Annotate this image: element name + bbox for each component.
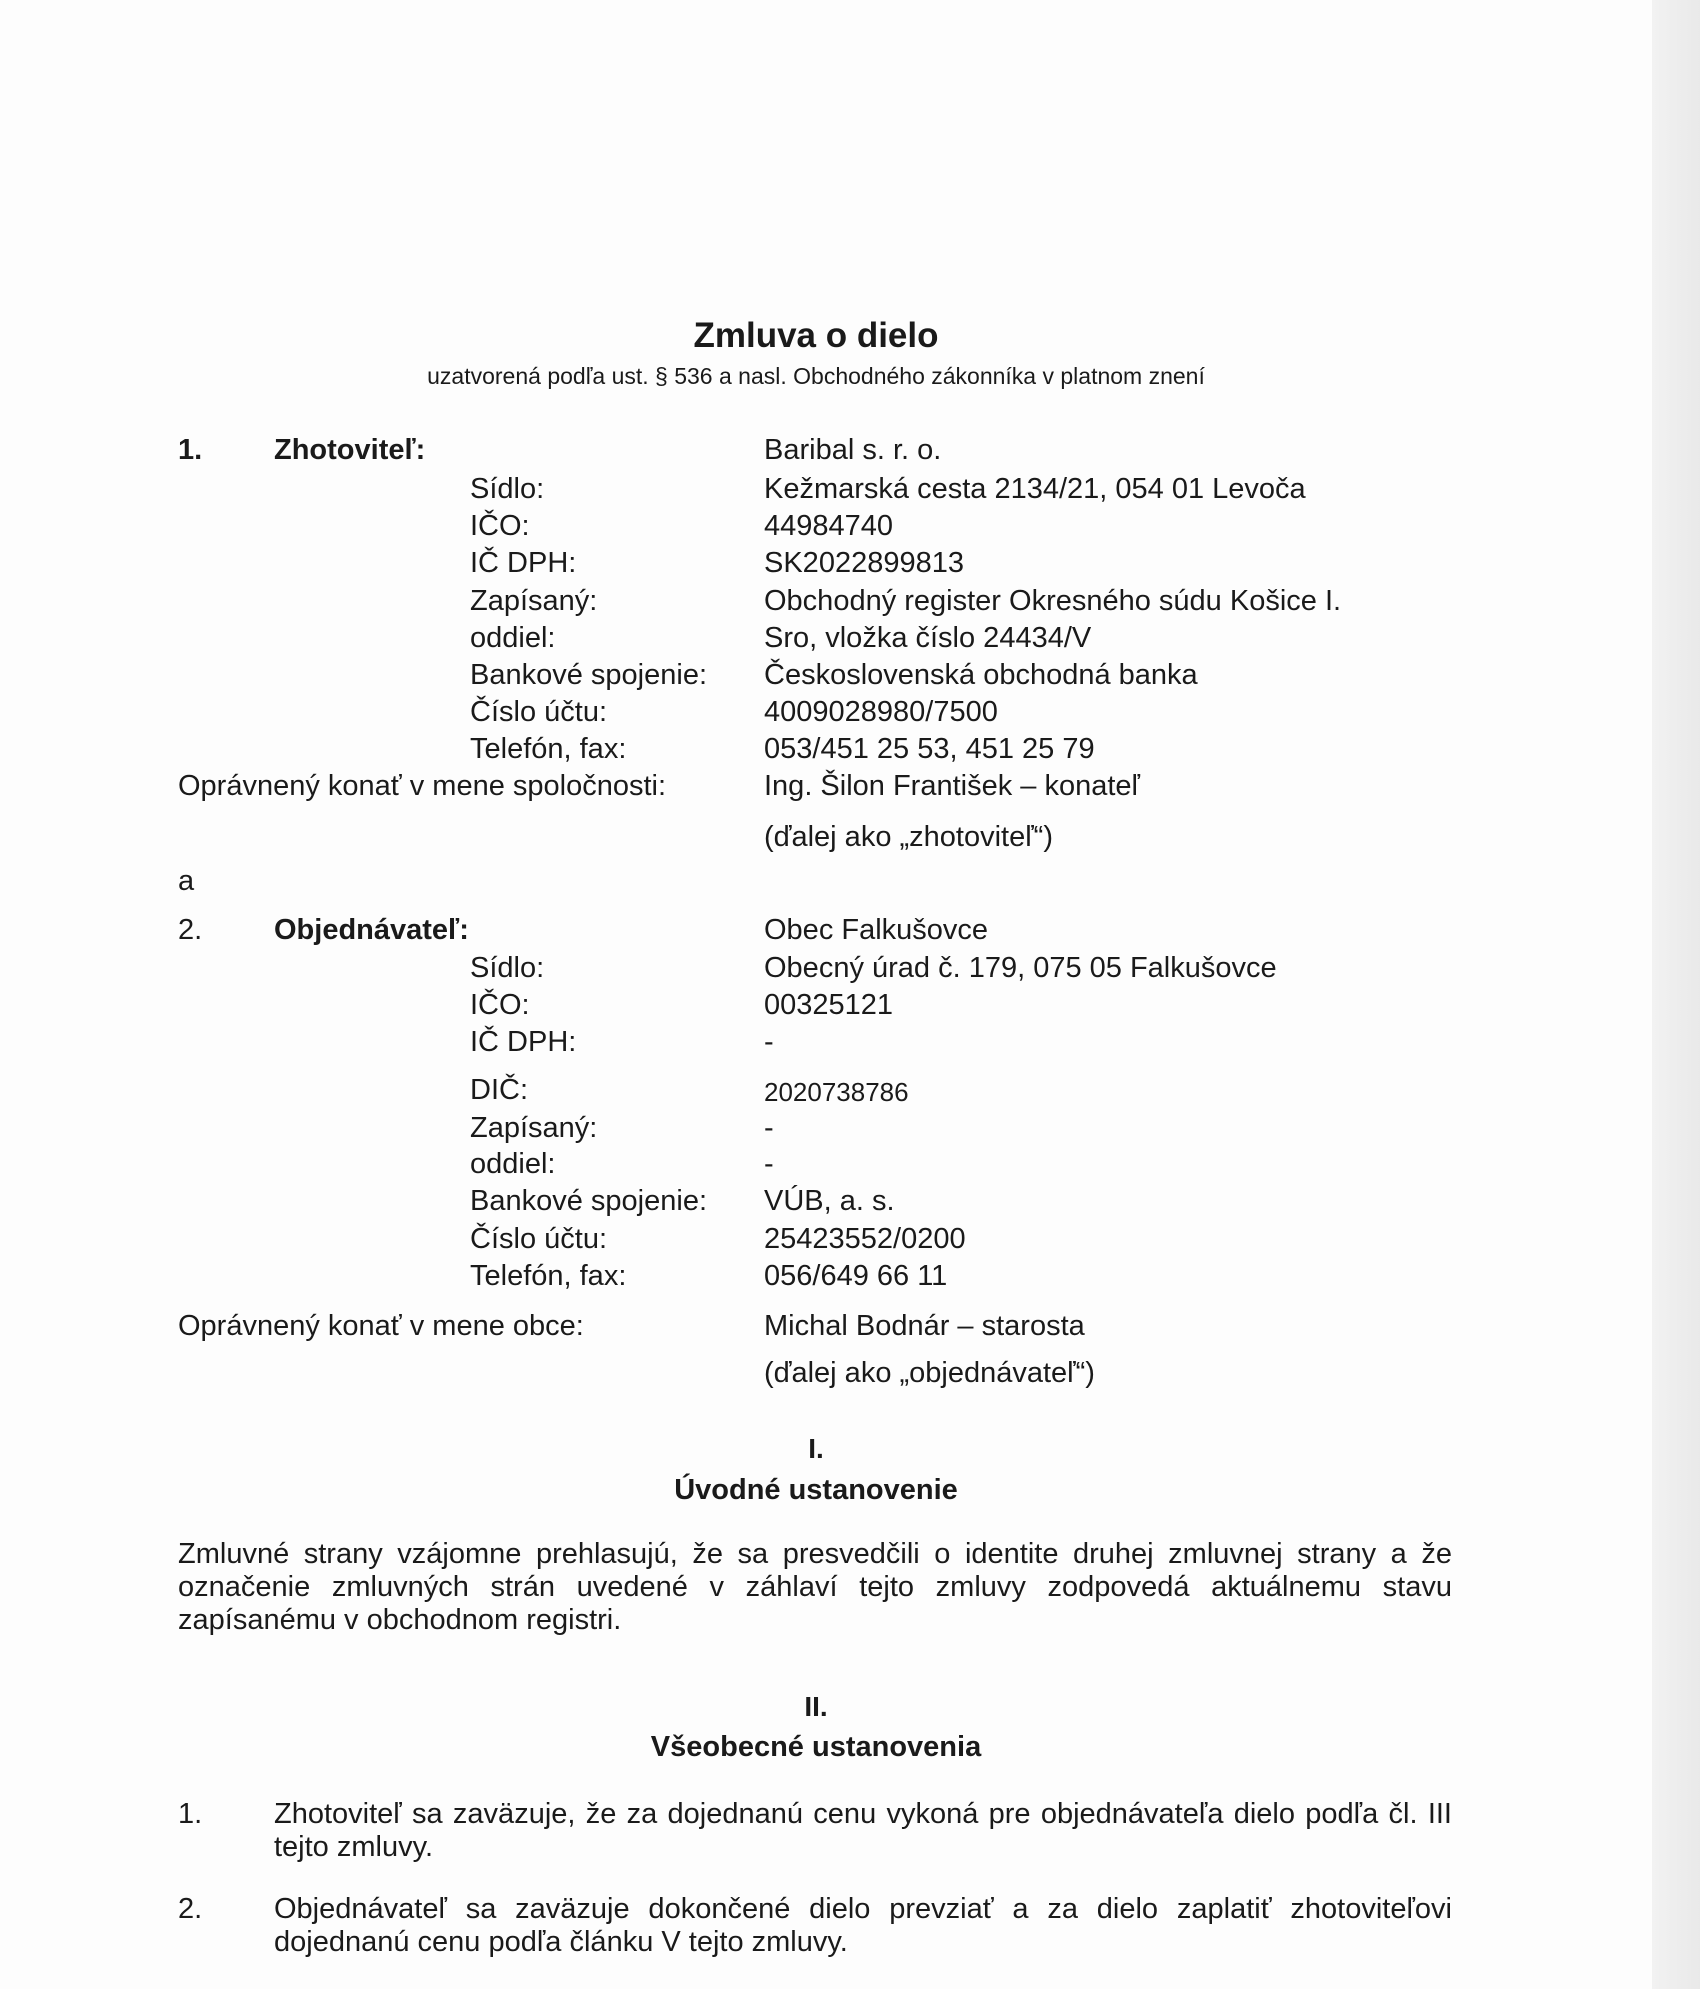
client-field-value: 00325121 — [764, 989, 894, 1021]
contractor-name: Baribal s. r. o. — [764, 434, 942, 466]
list-item-number: 1. — [178, 1798, 203, 1830]
client-field-label: Číslo účtu: — [470, 1223, 607, 1255]
document-subtitle: uzatvorená podľa ust. § 536 a nasl. Obchodného zákonníka v platnom znení — [427, 363, 1205, 389]
client-authorized-label: Oprávnený konať v mene obce: — [178, 1310, 584, 1342]
client-role: Objednávateľ: — [274, 914, 469, 946]
document-title: Zmluva o dielo — [693, 316, 939, 355]
contractor-field-value: 44984740 — [764, 510, 894, 542]
contractor-field-value: Sro, vložka číslo 24434/V — [764, 622, 1092, 654]
section-title: Všeobecné ustanovenia — [650, 1731, 982, 1763]
contractor-field-label: Sídlo: — [470, 473, 545, 505]
contractor-field-label: Bankové spojenie: — [470, 659, 707, 691]
client-authorized-value: Michal Bodnár – starosta — [764, 1310, 1085, 1342]
contractor-field-value: SK2022899813 — [764, 547, 964, 579]
contractor-field-value: Obchodný register Okresného súdu Košice I. — [764, 585, 1342, 617]
scan-edge — [1652, 0, 1700, 1989]
client-number: 2. — [178, 914, 203, 946]
client-field-label: Telefón, fax: — [470, 1260, 627, 1292]
client-field-value: VÚB, a. s. — [764, 1185, 895, 1217]
client-field-value: 25423552/0200 — [764, 1223, 966, 1255]
client-field-label: Zapísaný: — [470, 1112, 598, 1144]
section-number: II. — [804, 1691, 828, 1722]
contractor-field-label: IČO: — [470, 510, 530, 542]
client-field-value: 056/649 66 11 — [764, 1260, 948, 1292]
section-number: I. — [808, 1433, 824, 1464]
contractor-authorized-label: Oprávnený konať v mene spoločnosti: — [178, 770, 667, 802]
list-item-text: Zhotoviteľ sa zaväzuje, že za dojednanú cenu vykoná pre objednávateľa dielo podľa čl. III tejto zmluvy. — [274, 1798, 1452, 1863]
contractor-number: 1. — [178, 434, 203, 466]
contractor-field-label: IČ DPH: — [470, 547, 577, 579]
client-field-value: - — [764, 1026, 774, 1058]
contractor-hereinafter: (ďalej ako „zhotoviteľ“) — [764, 821, 1053, 853]
contractor-field-label: oddiel: — [470, 622, 556, 654]
client-field-value: - — [764, 1148, 774, 1180]
list-item-number: 2. — [178, 1893, 203, 1925]
client-field-label: DIČ: — [470, 1074, 528, 1106]
contractor-field-value: Československá obchodná banka — [764, 659, 1198, 691]
client-field-label: oddiel: — [470, 1148, 556, 1180]
client-field-label: IČO: — [470, 989, 530, 1021]
client-field-label: IČ DPH: — [470, 1026, 577, 1058]
contractor-field-label: Telefón, fax: — [470, 733, 627, 765]
section-paragraph: Zmluvné strany vzájomne prehlasujú, že sa presvedčili o identite druhej zmluvnej strany a že označenie zmluvných strán uvedené v záhlaví tejto zmluvy zodpovedá aktuálnemu stavu zapísanému v obchodnom registri. — [178, 1538, 1452, 1636]
list-item-text: Objednávateľ sa zaväzuje dokončené dielo prevziať a za dielo zaplatiť zhotoviteľovi dojednanú cenu podľa článku V tejto zmluvy. — [274, 1893, 1452, 1958]
client-field-value: Obecný úrad č. 179, 075 05 Falkušovce — [764, 952, 1277, 984]
contractor-field-label: Zapísaný: — [470, 585, 598, 617]
contractor-field-value: 053/451 25 53, 451 25 79 — [764, 733, 1095, 765]
contractor-authorized-value: Ing. Šilon František – konateľ — [764, 770, 1140, 802]
client-hereinafter: (ďalej ako „objednávateľ“) — [764, 1357, 1095, 1389]
client-field-value: 2020738786 — [764, 1077, 909, 1107]
conjunction: a — [178, 865, 195, 897]
contractor-role: Zhotoviteľ: — [274, 434, 426, 466]
section-title: Úvodné ustanovenie — [674, 1474, 958, 1506]
contractor-field-value: Kežmarská cesta 2134/21, 054 01 Levoča — [764, 473, 1306, 505]
client-field-label: Bankové spojenie: — [470, 1185, 707, 1217]
contractor-field-label: Číslo účtu: — [470, 696, 607, 728]
client-field-label: Sídlo: — [470, 952, 545, 984]
contractor-field-value: 4009028980/7500 — [764, 696, 998, 728]
client-field-value: - — [764, 1112, 774, 1144]
client-name: Obec Falkušovce — [764, 914, 989, 946]
